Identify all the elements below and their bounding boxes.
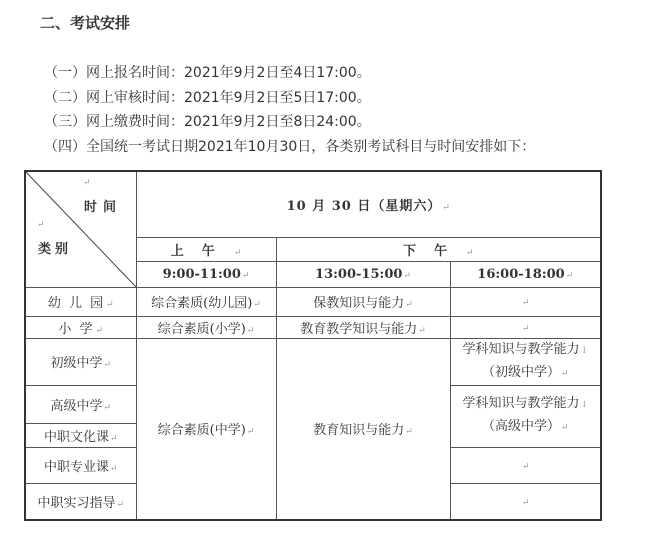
category-cell: 中职文化课↵ xyxy=(25,423,136,447)
morning-header: 上午↵ xyxy=(136,237,276,261)
date-header: 10 月 30 日（星期六）↵ xyxy=(136,171,601,237)
table-row xyxy=(25,316,601,338)
paragraph-mark-icon: ↵ xyxy=(106,300,114,310)
paragraph-mark-icon: ↵ xyxy=(442,202,450,213)
list-item: （三）网上缴费时间：2021年9月2日至8日24:00。 xyxy=(44,114,371,130)
category-cell: 初级中学↵ xyxy=(25,338,136,385)
subject-cell: 综合素质(小学)↵ xyxy=(136,316,276,338)
table-row xyxy=(25,338,601,385)
corner-time-label: 时间 xyxy=(84,200,123,215)
table-row xyxy=(25,287,601,316)
empty-cell xyxy=(450,483,601,520)
merged-subject-cell: 教育知识与能力↵ xyxy=(276,338,450,520)
paragraph-mark-icon: ↵ xyxy=(37,220,45,230)
paragraph-mark-icon: ↓ xyxy=(580,400,589,410)
category-cell: 中职实习指导↵ xyxy=(25,483,136,520)
paragraph-mark-icon: ↵ xyxy=(405,427,413,438)
slot-header-3: 16:00-18:00↵ xyxy=(450,261,601,287)
paragraph-mark-icon: ↓ xyxy=(580,345,589,356)
empty-cell xyxy=(450,316,601,338)
paragraph-mark-icon: ↵ xyxy=(109,463,118,474)
paragraph-mark-icon: ↵ xyxy=(83,178,91,188)
slot-header-2: 13:00-15:00↵ xyxy=(276,261,450,287)
table-corner-header xyxy=(25,171,136,287)
category-cell: 高级中学↵ xyxy=(25,385,136,423)
paragraph-mark-icon: ↵ xyxy=(233,247,242,258)
paragraph-mark-icon: ↵ xyxy=(241,270,250,281)
paragraph-mark-icon: ↵ xyxy=(109,433,118,444)
paragraph-mark-icon: ↵ xyxy=(246,325,255,336)
category-cell: 幼 儿 园↵ xyxy=(25,287,136,316)
paragraph-mark-icon: ↵ xyxy=(403,270,411,281)
schedule-list xyxy=(44,61,535,159)
paragraph-mark-icon: ↵ xyxy=(465,247,474,258)
paragraph-mark-icon: ↵ xyxy=(95,325,104,336)
slot-header-1: 9:00-11:00↵ xyxy=(136,261,276,287)
subject-cell: 学科知识与教学能力↓ （高级中学）↵ xyxy=(450,385,601,447)
category-cell: 中职专业课↵ xyxy=(25,447,136,483)
subject-cell: 保教知识与能力↵ xyxy=(276,287,450,316)
list-item: （四）全国统一考试日期2021年10月30日，各类别考试科目与时间安排如下： xyxy=(44,138,536,155)
paragraph-mark-icon: ↵ xyxy=(253,300,261,310)
merged-subject-cell: 综合素质(中学)↵ xyxy=(136,338,276,520)
paragraph-mark-icon: ↵ xyxy=(560,368,569,379)
paragraph-mark-icon: ↵ xyxy=(116,499,125,510)
paragraph-mark-icon: ↵ xyxy=(103,360,112,370)
section-heading: 二、考试安排 xyxy=(40,14,131,32)
paragraph-mark-icon: ↵ xyxy=(418,325,426,336)
list-item: （二）网上审核时间：2021年9月2日至5日17:00。 xyxy=(44,89,371,106)
paragraph-mark-icon: ↵ xyxy=(246,427,255,438)
category-cell: 小 学↵ xyxy=(25,316,136,338)
paragraph-mark-icon: ↵ xyxy=(521,497,530,508)
paragraph-mark-icon: ↵ xyxy=(521,323,530,334)
list-item: （一）网上报名时间：2021年9月2日至4日17:00。 xyxy=(44,65,371,81)
paragraph-mark-icon: ↵ xyxy=(103,402,112,413)
corner-category-label: 类别 xyxy=(38,242,73,257)
paragraph-mark-icon: ↵ xyxy=(405,300,413,310)
exam-schedule-table xyxy=(24,170,602,521)
afternoon-header: 下午↵ xyxy=(276,237,601,261)
subject-cell: 学科知识与教学能力↓ （初级中学）↵ xyxy=(450,338,601,385)
paragraph-mark-icon: ↵ xyxy=(565,270,574,281)
paragraph-mark-icon: ↵ xyxy=(521,461,530,472)
subject-cell: 教育教学知识与能力↵ xyxy=(276,316,450,338)
empty-cell xyxy=(450,447,601,483)
exam-schedule-table-wrapper xyxy=(24,170,600,514)
empty-cell xyxy=(450,287,601,316)
subject-cell: 综合素质(幼儿园)↵ xyxy=(136,287,276,316)
paragraph-mark-icon: ↵ xyxy=(560,423,569,433)
paragraph-mark-icon: ↵ xyxy=(521,298,530,308)
